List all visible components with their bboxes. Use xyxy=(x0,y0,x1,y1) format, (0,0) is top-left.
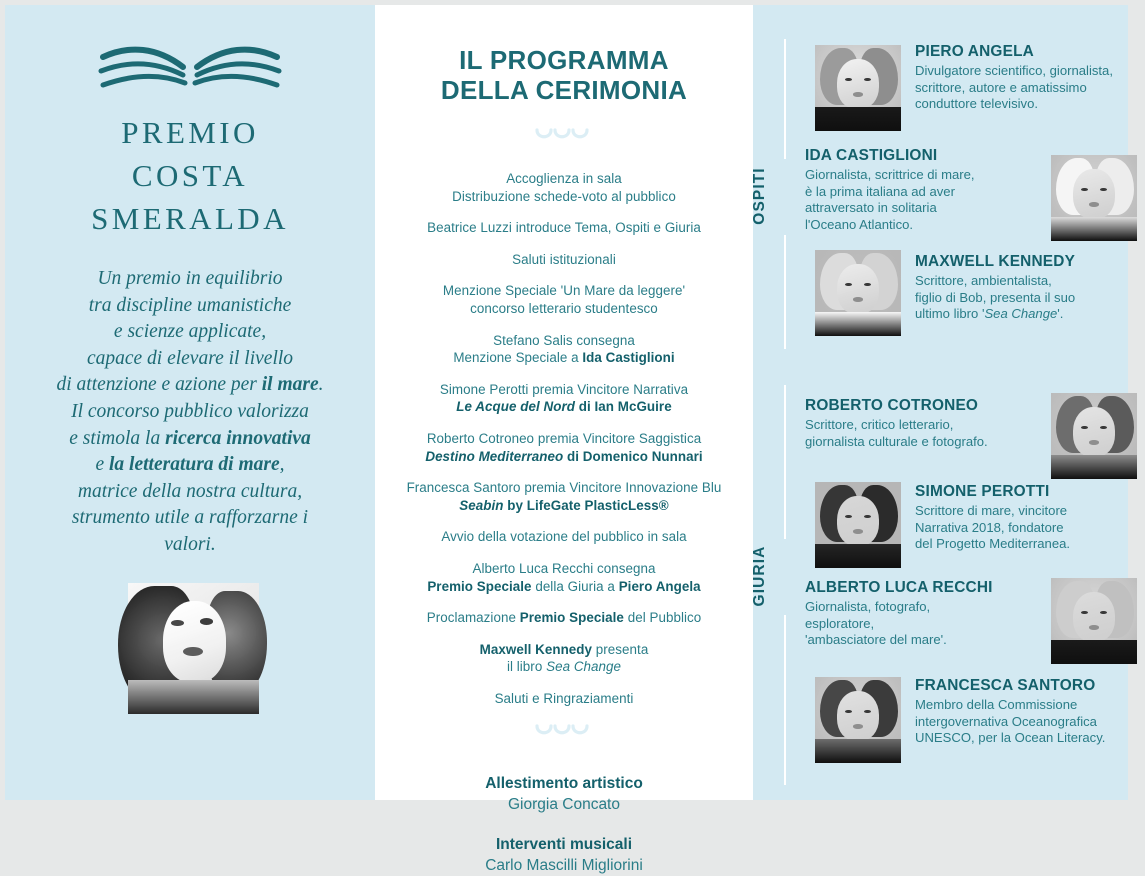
programme-item-line xyxy=(375,251,753,269)
programme-text: Francesca Santoro premia Vincitore Innovazione Blu xyxy=(406,480,722,496)
person-description xyxy=(915,273,1145,323)
alberto-luca-recchi-portrait xyxy=(1051,578,1137,664)
person-name: ROBERTO COTRONEO xyxy=(805,397,979,414)
programme-text: Ida Castiglioni xyxy=(582,350,675,366)
person-description-line: UNESCO, per la Ocean Literacy. xyxy=(915,730,1106,746)
avatar xyxy=(815,45,901,131)
manifesto-line: matrice della nostra cultura, xyxy=(77,480,303,502)
programme-item-line xyxy=(375,479,753,497)
programme-item xyxy=(375,690,753,708)
programme-text: Avvio della votazione del pubblico in sala xyxy=(441,529,687,545)
programme-item-line xyxy=(375,448,753,466)
manifesto-line: e la letteratura di mare, xyxy=(95,454,285,476)
credit-entry xyxy=(375,835,753,876)
person-description-line: attraversato in solitaria xyxy=(805,200,937,216)
section-label-ospiti: OSPITI xyxy=(751,167,768,225)
person-info xyxy=(915,483,1145,553)
programme-text: del Pubblico xyxy=(623,610,702,626)
programme-text: by LifeGate PlasticLess® xyxy=(503,497,669,513)
right-column xyxy=(753,5,1128,800)
programme-text: Seabin xyxy=(459,497,504,513)
brand-line-2: COSTA xyxy=(131,158,249,193)
programme-text: di Domenico Nunnari xyxy=(563,448,703,464)
manifesto-emphasis: la letteratura di mare xyxy=(109,454,280,476)
person-description xyxy=(805,599,1037,649)
person-description-line: scrittore, autore e amatissimo xyxy=(915,79,1087,95)
person-description-line: Scrittore, critico letterario, xyxy=(805,417,954,432)
programme-text: Stefano Salis consegna xyxy=(493,332,635,348)
programme-list xyxy=(375,170,753,707)
person-info xyxy=(915,43,1145,113)
programme-text: Premio Speciale xyxy=(519,610,624,626)
programme-text: Beatrice Luzzi introduce Tema, Ospiti e Giuria xyxy=(427,220,701,236)
center-column xyxy=(375,5,753,874)
programme-item-line xyxy=(375,528,753,546)
person-name: ALBERTO LUCA RECCHI xyxy=(805,579,993,596)
manifesto-emphasis: il mare xyxy=(261,374,319,396)
person-description-line: Giornalista, fotografo, xyxy=(805,599,931,614)
programme-item-line xyxy=(375,349,753,367)
programme-text: Proclamazione xyxy=(426,610,520,626)
credit-title: Allestimento artistico xyxy=(485,775,643,793)
programme-text: Menzione Speciale 'Un Mare da leggere' xyxy=(442,283,686,299)
programme-text: Saluti e Ringraziamenti xyxy=(494,690,634,706)
programme-item-line xyxy=(375,188,753,206)
programme-item xyxy=(375,219,753,237)
credit-title: Interventi musicali xyxy=(495,836,633,854)
person-description-line: del Progetto Mediterranea. xyxy=(915,536,1071,552)
beatrice-luzzi-portrait xyxy=(128,583,259,714)
left-column xyxy=(5,5,375,800)
person-info xyxy=(915,677,1145,747)
programme-item-line xyxy=(375,609,753,627)
manifesto-line: e scienze applicate, xyxy=(113,321,267,343)
person-description-line: Divulgatore scientifico, giornalista, xyxy=(915,63,1113,78)
programme-item-line xyxy=(375,398,753,416)
programme-item xyxy=(375,332,753,367)
ida-castiglioni-portrait xyxy=(1051,155,1137,241)
programme-item xyxy=(375,528,753,546)
wave-divider-icon xyxy=(375,723,753,744)
programme-item xyxy=(375,381,753,416)
programme-item xyxy=(375,170,753,205)
person-info xyxy=(915,253,1145,323)
avatar xyxy=(815,677,901,763)
programme-item-line xyxy=(375,430,753,448)
avatar xyxy=(1051,393,1137,479)
programme-text: presenta xyxy=(592,641,649,657)
programme-item xyxy=(375,430,753,465)
programme-item-line xyxy=(375,641,753,659)
avatar xyxy=(815,250,901,336)
person-description-line: Giornalista, scrittrice di mare, xyxy=(805,167,975,182)
poster-root xyxy=(5,5,1128,874)
programme-text: Alberto Luca Recchi consegna xyxy=(472,560,656,576)
person-name: FRANCESCA SANTORO xyxy=(915,677,1096,694)
programme-item xyxy=(375,609,753,627)
person-description-line: Scrittore di mare, vincitore xyxy=(915,503,1068,518)
person-info xyxy=(805,397,1037,450)
avatar xyxy=(1051,155,1137,241)
programme-title-line-1: IL PROGRAMMA xyxy=(459,45,669,75)
programme-item-line xyxy=(375,170,753,188)
person-name: PIERO ANGELA xyxy=(915,43,1034,60)
person-description xyxy=(915,697,1145,747)
programme-text: Simone Perotti premia Vincitore Narrativa xyxy=(439,381,689,397)
programme-item-line xyxy=(375,560,753,578)
programme-item xyxy=(375,479,753,514)
simone-perotti-portrait xyxy=(815,482,901,568)
programme-text: Maxwell Kennedy xyxy=(479,641,593,657)
programme-text: di Ian McGuire xyxy=(574,399,672,415)
person-description-line: intergovernativa Oceanografica xyxy=(915,713,1097,729)
programme-text: Roberto Cotroneo premia Vincitore Saggistica xyxy=(426,430,702,446)
section-label-giuria: GIURIA xyxy=(751,545,768,607)
credit-entry xyxy=(375,774,753,815)
programme-text: della Giuria a xyxy=(531,578,619,594)
open-book-wave-mark-icon xyxy=(5,41,375,97)
person-description xyxy=(915,63,1145,113)
avatar xyxy=(128,583,259,714)
programme-item-line xyxy=(375,690,753,708)
programme-text: Distribuzione schede-voto al pubblico xyxy=(452,188,676,204)
section-rail-line xyxy=(784,615,786,785)
manifesto-line: capace di elevare il livello xyxy=(86,347,294,369)
section-rail-line xyxy=(784,39,786,159)
programme-item-line xyxy=(375,332,753,350)
programme-text: concorso letterario studentesco xyxy=(470,300,658,316)
section-rail-line xyxy=(784,385,786,539)
person-description xyxy=(805,167,1037,233)
maxwell-kennedy-portrait xyxy=(815,250,901,336)
manifesto-emphasis: ricerca innovativa xyxy=(165,427,311,449)
section-rail-line xyxy=(784,235,786,349)
person-description-line: Membro della Commissione xyxy=(915,697,1078,712)
programme-item-line xyxy=(375,282,753,300)
credit-name: Giorgia Concato xyxy=(507,795,620,813)
manifesto-line: di attenzione e azione per il mare. xyxy=(56,374,324,396)
person-info xyxy=(805,147,1037,233)
programme-item-line xyxy=(375,497,753,515)
brand-line-1: PREMIO xyxy=(121,115,259,150)
person-description-line: esploratore, xyxy=(805,615,875,631)
programme-item xyxy=(375,251,753,269)
programme-text: Piero Angela xyxy=(618,578,701,594)
person-description-line: figlio di Bob, presenta il suo xyxy=(915,289,1076,305)
programme-text: Le Acque del Nord xyxy=(456,399,575,415)
person-description-line: giornalista culturale e fotografo. xyxy=(805,433,988,449)
person-description-line: Narrativa 2018, fondatore xyxy=(915,519,1064,535)
programme-text: Menzione Speciale a xyxy=(453,350,583,366)
person-name: IDA CASTIGLIONI xyxy=(805,147,938,164)
programme-text: Saluti istituzionali xyxy=(512,251,616,267)
book-title: Sea Change xyxy=(984,306,1058,322)
person-name: MAXWELL KENNEDY xyxy=(915,253,1076,270)
programme-item-line xyxy=(375,578,753,596)
wave-divider-icon xyxy=(375,127,753,148)
person-description-line: ultimo libro 'Sea Change'. xyxy=(915,306,1064,322)
avatar xyxy=(815,482,901,568)
manifesto-text xyxy=(44,266,336,559)
person-description-line: 'ambasciatore del mare'. xyxy=(805,632,947,648)
programme-text: Accoglienza in sala xyxy=(506,171,622,186)
programme-text: Premio Speciale xyxy=(427,578,532,594)
person-description xyxy=(805,417,1037,450)
credit-name: Carlo Mascilli Migliorini xyxy=(485,856,643,874)
person-description-line: Scrittore, ambientalista, xyxy=(915,273,1052,288)
programme-text: Sea Change xyxy=(546,659,622,675)
manifesto-line: tra discipline umanistiche xyxy=(88,294,292,316)
roberto-cotroneo-portrait xyxy=(1051,393,1137,479)
programme-item xyxy=(375,641,753,676)
francesca-santoro-portrait xyxy=(815,677,901,763)
manifesto-line: e stimola la ricerca innovativa xyxy=(69,427,311,449)
piero-angela-portrait xyxy=(815,45,901,131)
programme-item-line xyxy=(375,300,753,318)
person-description-line: conduttore televisivo. xyxy=(915,96,1039,112)
programme-item xyxy=(375,282,753,317)
programme-title-line-2: DELLA CERIMONIA xyxy=(440,75,688,105)
manifesto-line: Un premio in equilibrio xyxy=(97,268,283,289)
brand-line-3: SMERALDA xyxy=(91,201,289,236)
avatar xyxy=(1051,578,1137,664)
person-info xyxy=(805,579,1037,649)
programme-item-line xyxy=(375,381,753,399)
credits-block xyxy=(375,774,753,876)
programme-item xyxy=(375,560,753,595)
programme-text: Destino Mediterraneo xyxy=(425,448,564,464)
person-name: SIMONE PEROTTI xyxy=(915,483,1050,500)
programme-text: il libro xyxy=(506,659,547,675)
page-title xyxy=(5,111,375,240)
manifesto-line: strumento utile a rafforzarne i valori. xyxy=(71,507,309,555)
person-description-line: l'Oceano Atlantico. xyxy=(805,216,914,232)
person-description-line: è la prima italiana ad aver xyxy=(805,183,955,199)
person-description xyxy=(915,503,1145,553)
programme-item-line xyxy=(375,219,753,237)
programme-item-line xyxy=(375,658,753,676)
programme-title xyxy=(375,45,753,105)
manifesto-line: Il concorso pubblico valorizza xyxy=(71,400,309,422)
